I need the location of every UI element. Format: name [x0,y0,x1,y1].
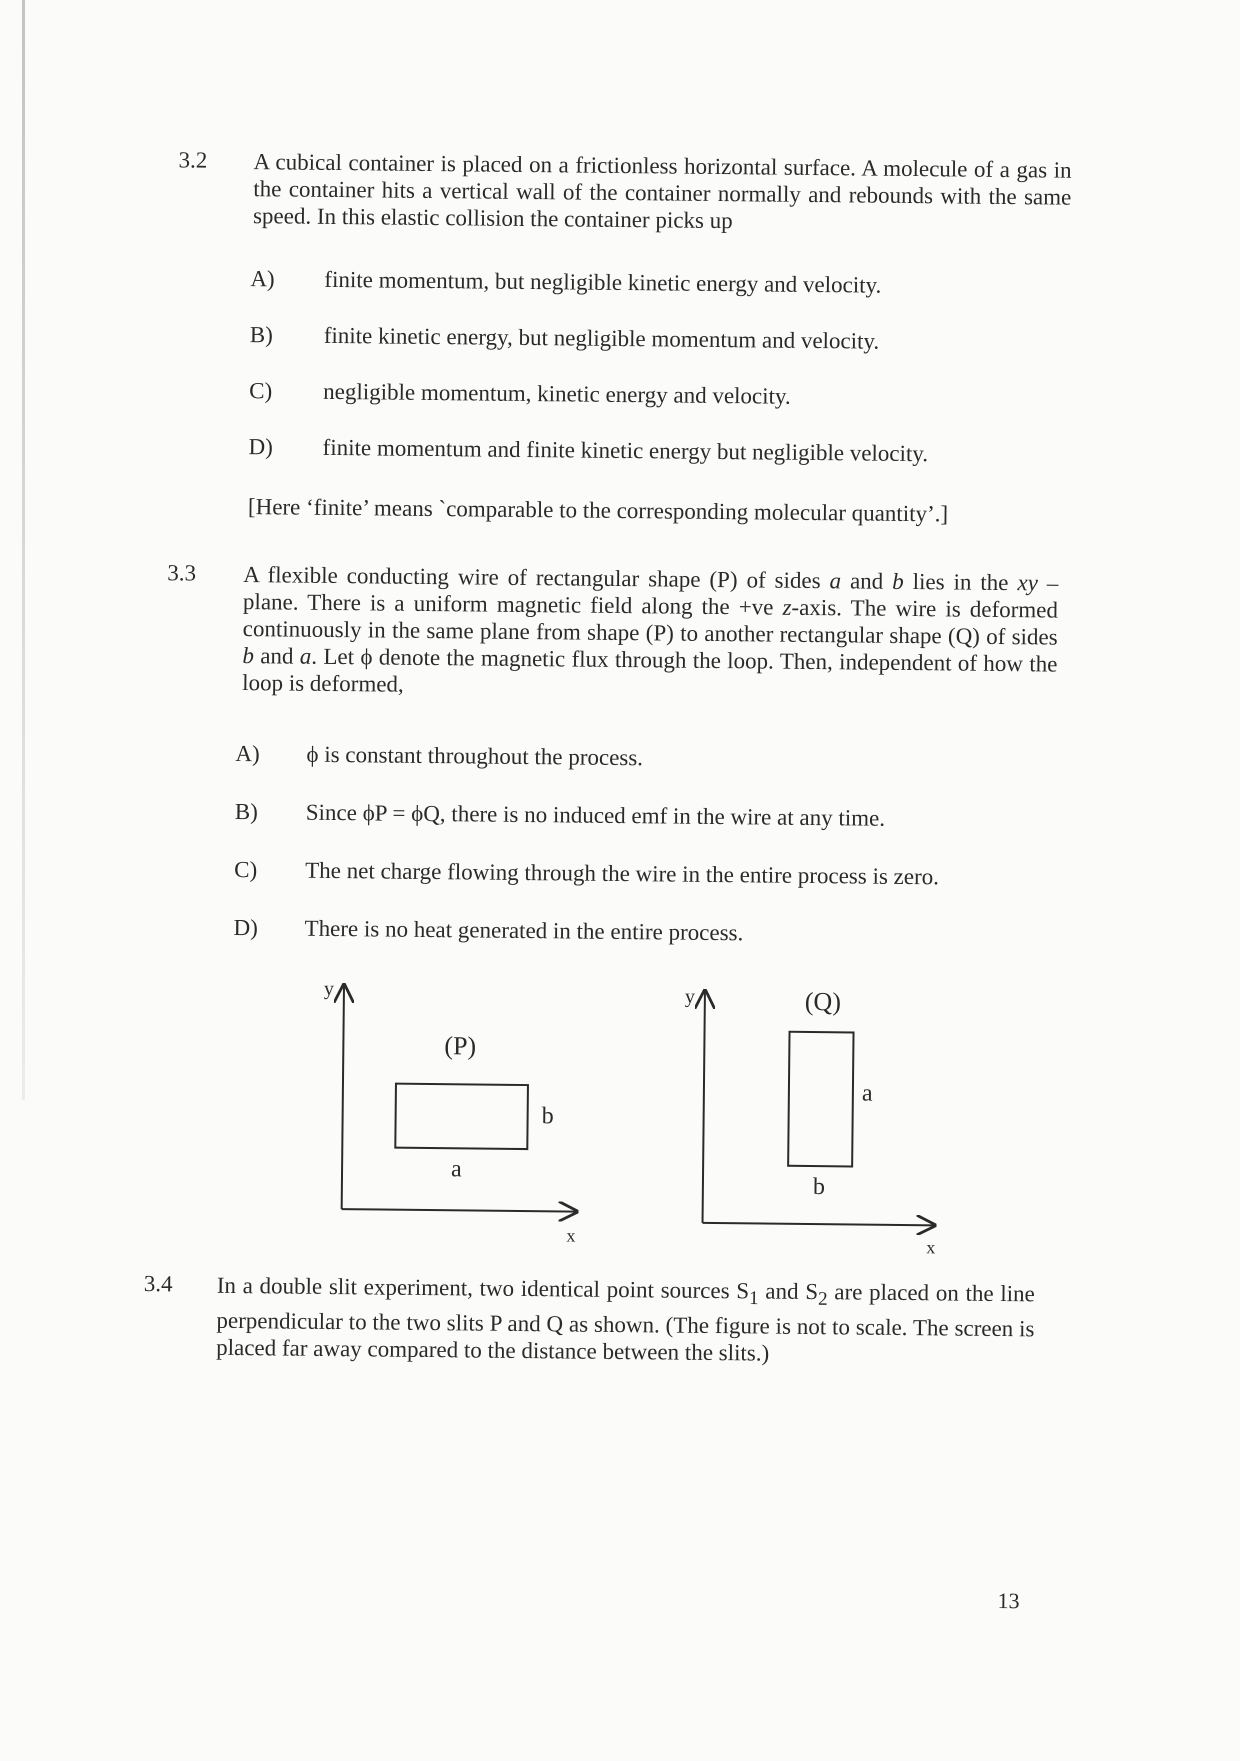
y-axis-q [703,991,705,1223]
rectangle-p [395,1084,528,1149]
question-number-3-2: 3.2 [178,147,208,173]
option-label-3-2-c: C) [249,378,273,404]
option-text-3-2-a: finite momentum, but negligible kinetic energy and velocity. [324,266,882,298]
diagram-p [321,978,579,1246]
question-stem-3-2: A cubical container is placed on a frictionless horizontal surface. A molecule of a gas in the container hits a vertical wall of the container normally and rebounds with the same speed. In this elastic collision the container picks up [252,149,1072,234]
question-note-3-2: [Here ‘finite’ means `comparable to the corresponding molecular quantity’.] [247,494,949,527]
shape-label-p: (P) [444,1031,477,1061]
x-label-p: x [566,1225,576,1246]
option-label-3-3-b: B) [234,798,258,825]
option-label-3-2-d: D) [248,434,274,460]
shape-label-q: (Q) [804,986,842,1017]
var-a: a [829,568,842,594]
side-label-q-bottom: b [812,1174,826,1201]
flux-loop-figure [294,967,977,1264]
x-label-q: x [926,1237,936,1258]
x-axis-q [703,1223,935,1225]
diagram-q [682,986,938,1258]
subscript-2: 2 [817,1288,828,1310]
y-axis-p [342,985,344,1209]
question-stem-3-3 [242,561,1058,705]
stem-part: – plane. There is a uniform magnetic field along the +ve [242,570,1059,620]
option-text-3-3-c: The net charge flowing through the wire in the entire process is zero. [305,857,940,890]
var-xy: xy [1017,570,1038,596]
side-label-q-right: a [861,1080,873,1107]
option-text-3-2-d: finite momentum and finite kinetic energy but negligible velocity. [322,434,929,467]
y-label-p: y [323,977,335,1001]
option-text-3-3-b: Since ϕP = ϕQ, there is no induced emf in the wire at any time. [305,799,886,831]
stem-part: and S [758,1278,819,1305]
var-a-2: a [299,643,312,669]
var-z: z [782,594,792,620]
stem-part: A flexible conducting wire of rectangular shape (P) of sides [243,562,821,594]
question-stem-3-4 [216,1272,1035,1369]
option-text-3-3-a: ϕ is constant throughout the process. [306,741,644,771]
option-label-3-3-d: D) [233,914,259,941]
question-number-3-4: 3.4 [143,1271,173,1297]
stem-part: and [260,643,294,669]
stem-part: and [849,568,884,594]
stem-part: -axis. The wire is deformed continuously in the same plane from shape (P) to another rectangular shape (Q) of sides [242,594,1059,650]
option-label-3-3-c: C) [234,856,258,883]
side-label-p-right: b [541,1103,554,1130]
stem-part: are placed on the line perpendicular to the two slits P and Q as shown. (The figure is not to scale. The screen is placed far away compared to the distance between the slits.) [216,1279,1035,1366]
option-text-3-2-c: negligible momentum, kinetic energy and velocity. [323,378,791,409]
x-axis-p [342,1209,577,1211]
stem-part: lies in the [912,569,1009,596]
page-number: 13 [997,1588,1020,1614]
stem-part: In a double slit experiment, two identical point sources S [216,1272,750,1304]
option-label-3-3-a: A) [235,740,260,767]
var-b-2: b [242,643,255,669]
question-number-3-3: 3.3 [167,560,197,586]
var-b: b [892,568,904,594]
subscript-1: 1 [748,1287,759,1310]
y-label-q: y [684,985,696,1008]
side-label-p-bottom: a [450,1156,462,1183]
option-label-3-2-b: B) [249,322,273,348]
option-label-3-2-a: A) [250,266,275,292]
option-text-3-3-d: There is no heat generated in the entire process. [304,915,744,946]
rectangle-q [788,1032,853,1167]
option-text-3-2-b: finite kinetic energy, but negligible momentum and velocity. [323,322,880,354]
stem-part: . Let ϕ denote the magnetic flux through the loop. Then, independent of how the loop is deformed, [242,643,1058,697]
